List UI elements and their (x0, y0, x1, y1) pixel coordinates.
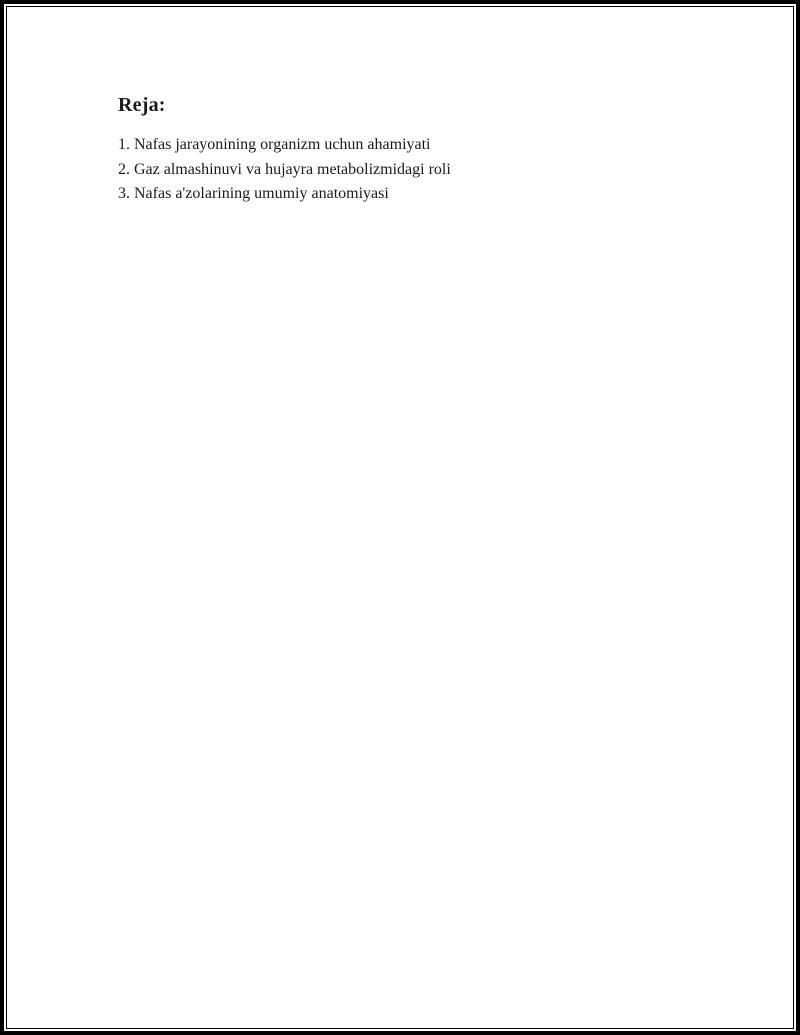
plan-item-2: 2. Gaz almashinuvi va hujayra metabolizmidagi roli (118, 160, 451, 178)
page-inner-border (6, 6, 794, 1029)
plan-heading: Reja: (118, 94, 166, 116)
plan-list (118, 133, 733, 207)
page-content (7, 7, 793, 207)
plan-item-1: 1. Nafas jarayonining organizm uchun ahamiyati (118, 136, 431, 153)
plan-item-3: 3. Nafas a'zolarining umumiy anatomiyasi (118, 185, 389, 202)
